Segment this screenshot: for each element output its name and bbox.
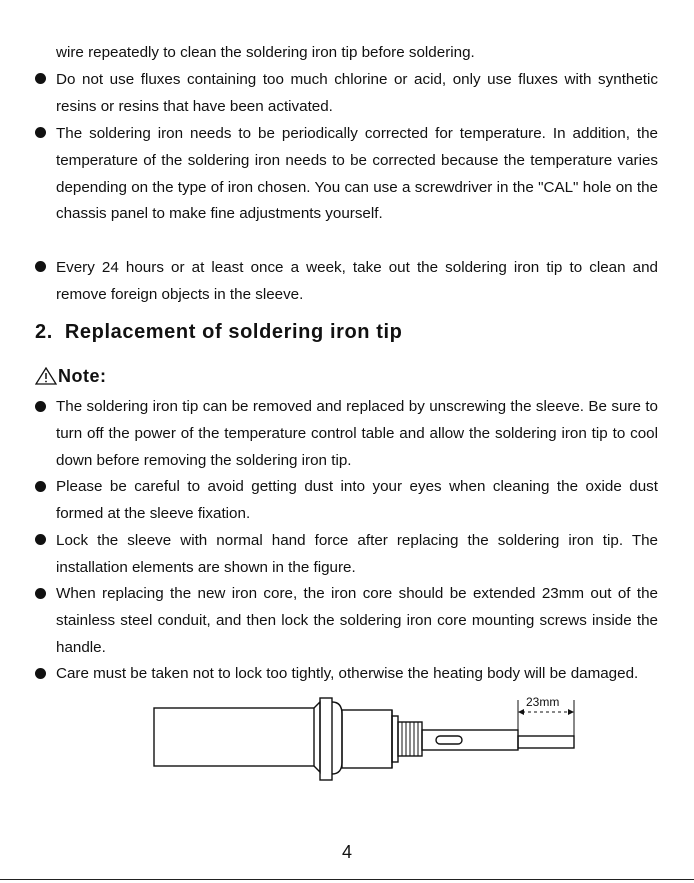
section-number: 2. [35,321,53,343]
maintenance-bullet-flux: Do not use fluxes containing too much chlorine or acid, only use fluxes with synthetic resins or resins that have been activated. [56,71,658,115]
iron-core [518,736,574,748]
note-bullet-lock-sleeve: Lock the sleeve with normal hand force after replacing the soldering iron tip. The installation elements are shown in the figure. [56,532,658,576]
sleeve-nut-outer [320,698,332,780]
note-bullet-removal: The soldering iron tip can be removed and replaced by unscrewing the sleeve. Be sure to turn off the power of the temperature control table and allow the soldering iron tip to cool down before removing the soldering iron tip. [56,398,658,469]
warning-triangle-icon [35,367,57,385]
bullet-dot [35,588,46,599]
footer-rule [0,879,694,880]
handle-collar [314,702,320,772]
maintenance-bullet-cleaning: Every 24 hours or at least once a week, take out the soldering iron tip to clean and remove foreign objects in the sleeve. [56,259,658,303]
bullet-dot [35,534,46,545]
bullet-dot [35,401,46,412]
dimension-label: 23mm [526,695,560,709]
section-title: Replacement of soldering iron tip [64,321,403,343]
bullet-dot [35,481,46,492]
soldering-iron-figure [140,686,580,790]
note-bullet-dust: Please be careful to avoid getting dust into your eyes when cleaning the oxide dust formed at the sleeve fixation. [56,478,658,522]
intro-continuation: wire repeatedly to clean the soldering iron tip before soldering. [56,44,475,61]
bullet-dot [35,261,46,272]
conduit-slot [436,736,462,744]
section-heading [35,321,403,344]
maintenance-bullet-temperature: The soldering iron needs to be periodically corrected for temperature. In addition, the temperature of the soldering iron needs to be corrected because the temperature varies depending on the type of iron chosen. You can use a screwdriver in the "CAL" hole on the chassis panel to make fine adjustments yourself. [56,125,658,223]
page-number: 4 [341,842,352,862]
note-text: Note: [58,366,107,386]
note-label [35,366,107,387]
note-bullet-iron-core: When replacing the new iron core, the iron core should be extended 23mm out of the stainless steel conduit, and then lock the soldering iron core mounting screws inside the handle. [56,585,658,656]
bullet-dot [35,73,46,84]
bullet-dot [35,127,46,138]
sleeve-nut-shoulder [332,702,342,774]
sleeve-body [342,710,392,768]
note-bullet-caution: Care must be taken not to lock too tightly, otherwise the heating body will be damaged. [56,665,639,682]
bullet-dot [35,668,46,679]
handle-body [154,708,314,766]
